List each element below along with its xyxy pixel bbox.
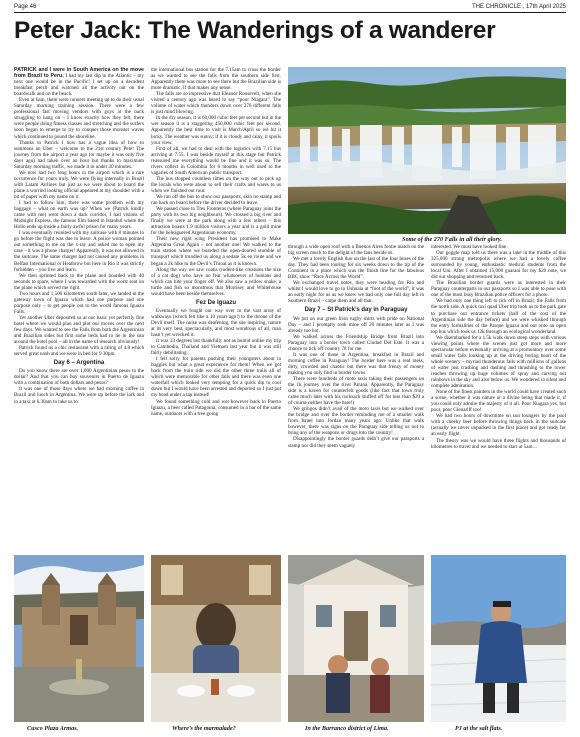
cusco-plaza-photo — [14, 555, 144, 722]
lead-paragraph — [14, 67, 144, 97]
paragraph: Thanks to Patrick I now has a vague idea of how to summons an Uber – welcome to the 21st century Pete! The journey from the airport a year ago (or maybe it was only five days ago) had taken over an hour but thanks to maximum Saturday morning traffic, we made it in under 30 minutes. — [14, 139, 144, 170]
paragraph: It was 33 degrees but thankfully not as humid unlike my trip to Cambodia, Thailand and Vietnam last year but it was still fairly debilitating. — [151, 338, 281, 357]
paragraph: There were hundreds of moto taxis taking their passengers on the 1k journey over the river Paraná. Apparently, the Paraguay side is a haven for counterfeit goods (like fact that town truly came much later with his rucksack stuffed off for less than $20 a of course neither have the bare!) — [288, 375, 424, 407]
paragraph: I was eventually reunited with my suitcase with 8 minutes to go before the flight was due to leave. A police woman pointed out something to me on the x-ray and asked me to open my case – it was a phone charger! Apparently, it was not allowed in the suitcase. The same charger had not caused any problems in Belfast International or Heathrow but here in Rio it was strictly forbidden – you live and learn. — [14, 230, 144, 273]
paragraph: It was one of those days where we had morning coffee in Brazil and lunch in Argentina. We were up before the lark and in a taxi at 6.30am to take us to — [14, 386, 144, 405]
paragraph: I had to follow him, there was some problem with my baggage – what on earth was up? When we (Patrick kindly came with me) went down a dark corridor, I had visions of Midnight Express, the famous film based in Istanbul where the Hollo ends up inside a fairly awful prison for many years. — [14, 200, 144, 231]
cusco-illustration — [14, 555, 144, 722]
paragraph: the international bus station for the 7.15am to cross the border as we wanted to see the falls from the southern side first. Apparently there was more to see there but the Brazilian side is more dramatic, if that makes any sense. — [151, 67, 281, 92]
paragraph: The Brazilian border guards were as interested in their Paraguay counterparts in our passports so I was able to pose with one of the most busy Brazilian police officers for a photo. — [431, 280, 566, 299]
paragraph: We now had two long hours in the airport which is a rare occurrence for yours truly. We were flying internally in Brazil with Latam Airlines but just as we were about to board the plane a worried looking official appeared at my shoulder with a bit of paper with my name on it. — [14, 169, 144, 200]
paragraph: Our goggle map told us there was a lake in the middle of this 325,000 strong metropolis where we had a lovely coffee surrounded by young, enthusiastic medical students from the local Uni. After I obtained 15,000 guaraní for my $20 note, we did our shopping and returned back. — [431, 250, 566, 281]
barranco-illustration — [288, 555, 424, 722]
paragraph: Disappointingly the border guards didn’t give our passports a stamp nor did they seem vaguely — [288, 436, 424, 449]
paragraph: The theory was we would have three flights and thousands of kilometres to travel and we needed to start at 5am… — [431, 437, 566, 450]
dining-illustration — [151, 555, 281, 722]
paragraph: interested. We must have looked fine. — [431, 244, 508, 250]
falls-caption: Some of the 270 Falls in all their glory. — [402, 236, 502, 243]
paragraph: We gringos didn’t avail of the moto taxis but we walked over the bridge and over the border reminding me of a smaller walk from Israel into Jordan many years ago. Unlike that walk however, there was signs on the Paraguay side telling us not to bring any of the weapons or drugs into the country! — [288, 406, 424, 437]
paragraph: Their new right wing President has promised to Make Argentina Great Again – not another one! We walked to the train station where we boarded the open-doored stumble of transport which trundled us along a sedate 5k en route and we began a 2k hike to the Devil’s Throat as it is known. — [151, 236, 281, 267]
paragraph: Along the way we saw coatis (rodent-like creatures the size of a cat dog) who have no fear whatsoever of humans and which can bite your finger off. We also saw a yellow snake, a turtle and fish so monstrous that Morrisey and Whitehouse would have been beside themselves. — [151, 266, 281, 297]
photo-caption-2: Where’s the marmalade? — [172, 725, 236, 732]
paragraph: In the dry season, it is 60,000 cubic feet per second but in the wet season it is a staggering 450,000 cubic feet per second. Apparently the best time to visit is March/April so we hit it lucky. The weather was sunny; if it is cloudy and rainy, it spoils your view. — [151, 115, 281, 146]
paragraph: We had two hours of downtime on sun loungers by the pool with a cheeky beer before throwing things back in the suitcase (actually we never unpacked in the first place) and got ready for an early flight. — [431, 413, 566, 438]
iguazu-falls-photo — [288, 67, 566, 234]
paragraph: We ran off the bus to show our passports, skin no stamp and ran back on board before the driver decided to leave. — [151, 193, 281, 207]
article-column-1 — [14, 67, 144, 547]
barranco-photo — [288, 555, 424, 722]
photo-caption-3: In the Barranco district of Lima. — [305, 725, 389, 732]
subheading-fez: Fez De Iguazu — [195, 299, 236, 306]
paragraph: The falls are so impressive that Eleanor Roosevelt, when she visited a century ago was heard to say “poor Niagara”. The volume of water which thunders down over 270 different falls is just mind blowing. — [151, 91, 281, 116]
lead-text: I had my last dip in the Atlantic – my next one would be in the Pacific! I set up on a decadent breakfast perch and watched all the activity out on the boardwalk and on the beach. — [14, 73, 144, 98]
paragraph: We passed close to Tres Fronteras (where Paraguay joins the party with its two big neighbours). We crossed a big river and finally we were at the park along with a few others – this attraction boasts 1.9 million visitors a year and is a gold mine for the beleaguered Argentinian economy. — [151, 206, 281, 237]
article-column-4 — [431, 244, 566, 547]
paragraph: First of all, we had to deal with the logistics with 7.15 bus arriving at 7.55. I was beside myself at this stage but Patrick reassured me everything would be fine and it was so. The rivers collect in Colombia for 6 months in well used to the vagaries of South American public transport. — [151, 145, 281, 176]
paragraph: through a wide open roof with a Buenos Aires footie match on the big screen much to the delight of the fans beside us. — [288, 244, 424, 257]
subheading-day6: Day 6 – Argentina — [53, 360, 105, 367]
falls-illustration — [288, 67, 566, 234]
header-rule — [14, 12, 566, 13]
paragraph: Eventually we fought our way over to the vast array of walkways (which felt like a 10 years ago!) to the throne of the Devil itself. The noise was deafening, the site inspiring, nature at its very best, spectacularly, and most wondrous of all, man hasn’t yet wrecked it. — [151, 307, 281, 339]
paragraph: We found something cold and wet however back in Puerto Iguazu, a beer called Patagonia, consumed in a bar of the same name, outdoors with a tree going — [151, 398, 281, 417]
paragraph: We then sprinted back to the plane and boarded with 40 seconds to spare, where I was rewarded with the worst seat on the plane which served me right. — [14, 272, 144, 291]
article-column-3 — [288, 244, 424, 547]
paragraph: We exchanged travel notes, they were heading for Rio and whilst I would love to go to Ushuaia at “foot of the world”, it was an early night for us as we knew we had only one full day left in Southern Brazil – carpe diem and all that. — [288, 280, 424, 305]
dining-photo — [151, 555, 281, 722]
photo-caption-4: PJ at the salt flats. — [455, 725, 503, 732]
paragraph: Yet another Uber deposited us at our basic yet perfectly fine hotel where we would plan and plot our moves over the next few days. We wanted to see the Falls from both the Argentinian and Brazilian sides but first some beds had to lie in the sun around the hotel pool – all in the name of research obviously! — [14, 314, 144, 346]
paragraph: We met a lovely English duo on the last of the four buses of the day. They had been touring for six weeks down to the tip of the Continent in a place which was the finish line for the fabulous BBC show “Race Across the World”. — [288, 256, 424, 281]
salt-flats-illustration — [431, 555, 566, 722]
photo-caption-1: Cusco Plaza Armas. — [27, 725, 79, 732]
article-column-2 — [151, 67, 281, 547]
paragraph: We walked across the Friendship Bridge from Brazil into Paraguay into a border town called Ciudad Del Este. It was a chance to tick off country 78 for me. — [288, 333, 424, 352]
paragraph: We put on our green Irish rugby shirts with pride on National Day – and I promptly took mine off 20 minutes later as I was already too hot. — [288, 315, 424, 334]
page-title: Peter Jack: The Wanderings of a wanderer — [14, 17, 496, 44]
paragraph: We had only one thing left to tick off in Brazil, the Falls from the north side. A quick taxi quad Uber trip took us to the park gate to purchase our entrance tickets (half of the cost of the Argentinian side the day before) and we were whisked through the entry formalities of the Parque Iguazu and out onto an open top bus which took us 12k through an ecological wonderland. — [431, 298, 566, 335]
page-number: Page 46 — [14, 4, 37, 10]
paragraph: Do you know there are over 1,000 Argentinian pesos to the dollar? And that you can buy souvenirs in Puerto de Iguazu with a combination of both dollars and pesos? — [14, 368, 144, 387]
subheading-day7: Day 7 – St Patrick’s day in Paraguay — [304, 307, 408, 314]
paragraph: It was one of those in Argentina, breakfast in Brazil and morning coffee in Paraguay! The border here was a real mess, dirty, crowded and chaotic but there was that frenzy of money making you only find in border towns. — [288, 351, 424, 376]
paragraph: Two hours and 1,500 kilometres south later, we landed in the gateway town of Iguazu which had one purpose and one purpose only – to get people out to the world famous Iguazu Falls. — [14, 290, 144, 315]
paragraph: The bus stopped countless times on the way out to pick up the locals who were about to sell their crafts and wares to us when we finished our tour. — [151, 175, 281, 194]
salt-flats-photo — [431, 555, 566, 722]
paragraph: Patrick found us a chic restaurant with a rating of 4.8 which served great nosh and we were in bed for 9.30pm. — [14, 345, 144, 358]
paragraph: None of the finest painters in the world could have created such a scene, whether it was nature or a divine being that made it, if you could only admire the majesty of it all. Poor Niagara yes, but poor, poor Glenariff too! — [431, 389, 566, 414]
paragraph: We disembarked for a 1.5k walk down steep steps with various viewing points where the scenes just got more and more spectacular before eventually arriving at a promontory over some small water falls looking up at the driving boring heart of the whole scenery – myriad thunderous falls with millions of gallons of water just crashing and dashing and thrashing to the lower reaches throwing up huge volumes of spray and carving out rainbows in the sky and also below us. We wondered in silent and complete admiration. — [431, 334, 566, 390]
paragraph: Even at 6am, there were runners meeting up to do their usual Saturday morning training session. There were a few professional fast moving vendors with guys at the back struggling to hang on – I know exactly how they felt; there were people doing fitness classes and stretching and the surfers soon began to emerge to try to conquer those monster waves which continued to pound the shoreline. — [14, 97, 144, 140]
lead-bold: PATRICK and I were in South America on the move from Brazil to Peru. — [14, 67, 144, 80]
paper-dateline: THE CHRONICLE , 17th April 2025 — [471, 4, 566, 10]
paragraph: I felt sorry for parents pushing their youngsters about in buggies but what a great experience for them! When we got back from the train ride we did the other three trails all of which were memorable for other falls and there was even one waterfall which looked very tempting for a quick dip to cool down but I would have been arrested and deported so I just put my head under a tap instead! — [151, 356, 281, 399]
